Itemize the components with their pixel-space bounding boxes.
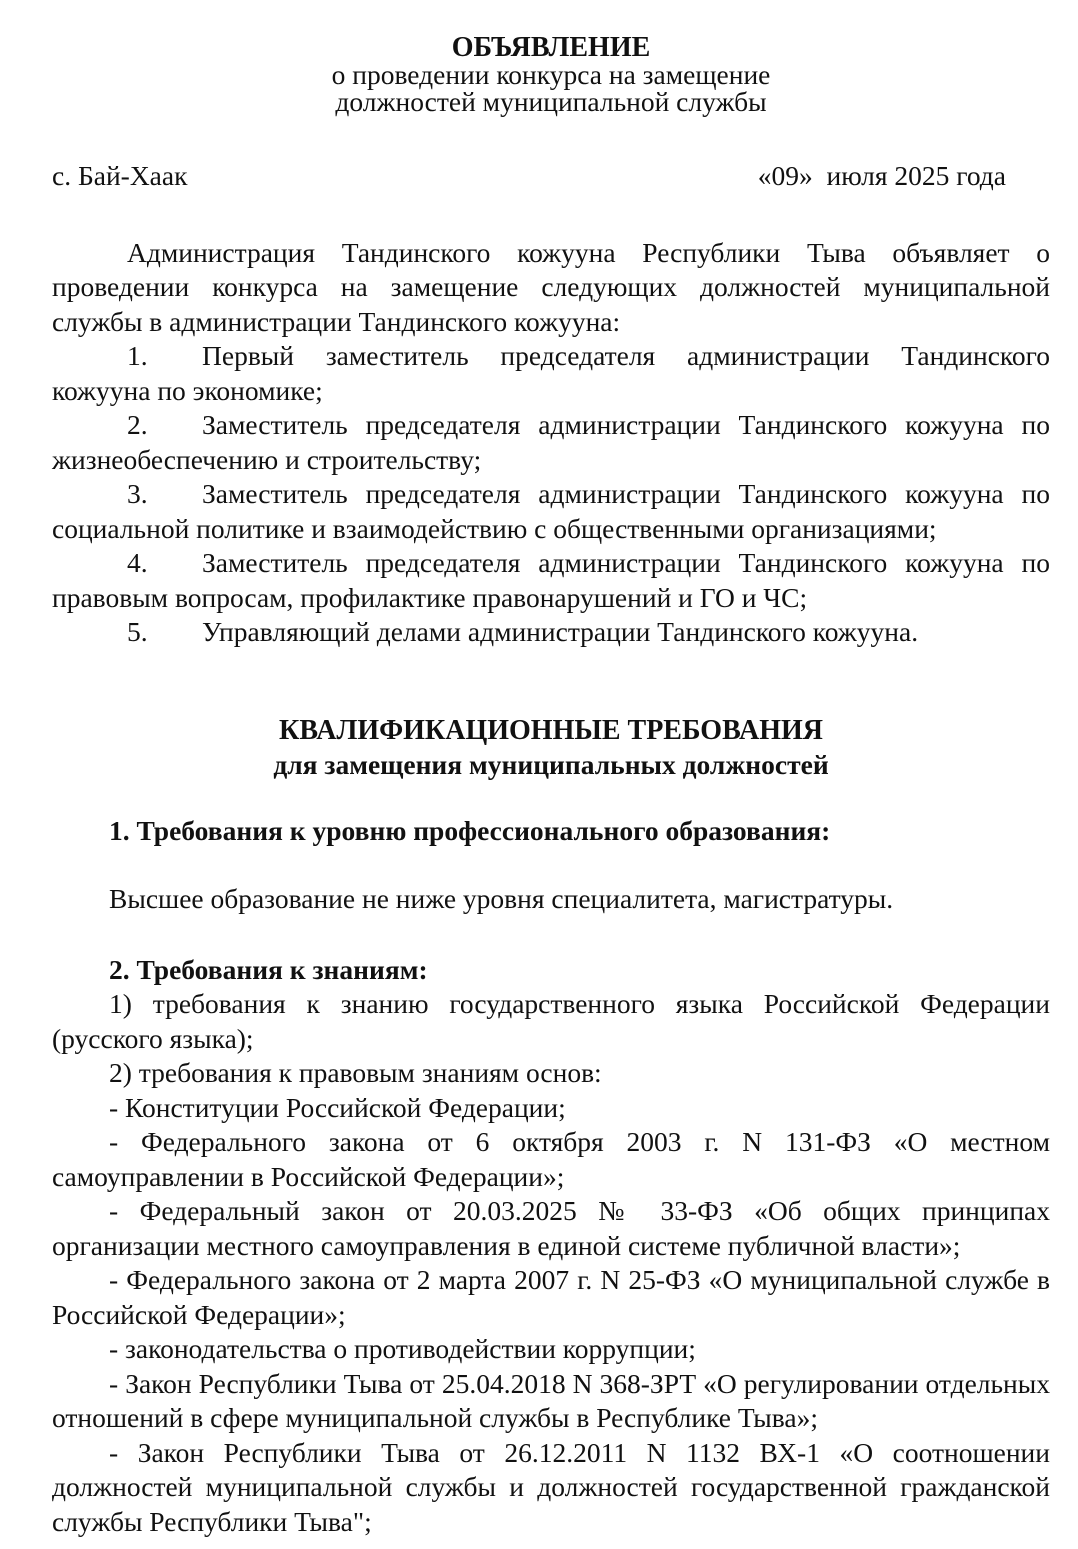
requirement-item: - Федеральный закон от 20.03.2025 № 33-ФЗ «Об общих принципах организации местного самоуправления в единой системе публичной власти»; bbox=[52, 1195, 1050, 1261]
section2-heading: 2. Требования к знаниям: bbox=[109, 953, 428, 985]
list-item-number: 2. bbox=[127, 409, 148, 440]
document-page bbox=[52, 26, 1050, 1539]
requirement-item: - Федерального закона от 6 октября 2003 г. N 131-ФЗ «О местном самоуправлении в Российской Федерации»; bbox=[52, 1126, 1050, 1192]
section2-list bbox=[52, 987, 1050, 1539]
list-item-number: 5. bbox=[127, 616, 148, 647]
section1-heading: 1. Требования к уровню профессионального образования: bbox=[109, 814, 831, 846]
intro-paragraph: Администрация Тандинского кожууна Республики Тыва объявляет о проведении конкурса на замещение следующих должностей муниципальной службы в администрации Тандинского кожууна: bbox=[52, 236, 1050, 337]
qualifications-subtitle: для замещения муниципальных должностей bbox=[273, 748, 829, 780]
list-item-number: 4. bbox=[127, 547, 148, 578]
date-text: «09» июля 2025 года bbox=[757, 160, 1006, 191]
requirement-item: - Закон Республики Тыва от 26.12.2011 N 1132 ВХ-1 «О соотношении должностей муниципальной службы и должностей государственной гражданской службы Республики Тыва"; bbox=[52, 1436, 1050, 1537]
list-item bbox=[52, 615, 1050, 650]
place-text: с. Бай-Хаак bbox=[52, 160, 188, 191]
list-item-number: 3. bbox=[127, 478, 148, 509]
list-item-text: Заместитель председателя администрации Тандинского кожууна по жизнеобеспечению и строительству; bbox=[52, 409, 1050, 475]
list-item bbox=[52, 339, 1050, 408]
list-item-text: Управляющий делами администрации Тандинского кожууна. bbox=[202, 616, 919, 647]
list-item-text: Заместитель председателя администрации Тандинского кожууна по правовым вопросам, профилактике правонарушений и ГО и ЧС; bbox=[52, 547, 1050, 613]
requirement-item: 2) требования к правовым знаниям основ: bbox=[109, 1057, 602, 1088]
list-item-text: Заместитель председателя администрации Тандинского кожууна по социальной политике и взаимодействию с общественными организациями; bbox=[52, 478, 1050, 544]
requirement-item: - Федерального закона от 2 марта 2007 г. N 25-ФЗ «О муниципальной службе в Российской Федерации»; bbox=[52, 1264, 1050, 1330]
requirement-item: - Закон Республики Тыва от 25.04.2018 N 368-ЗРТ «О регулировании отдельных отношений в сфере муниципальной службы в Республике Тыва»; bbox=[52, 1367, 1050, 1433]
positions-list bbox=[52, 339, 1050, 650]
requirement-item: - законодательства о противодействии коррупции; bbox=[109, 1333, 696, 1364]
list-item bbox=[52, 477, 1050, 546]
document-subtitle-line1: о проведении конкурса на замещение bbox=[331, 59, 771, 90]
document-title: ОБЪЯВЛЕНИЕ bbox=[451, 32, 651, 63]
list-item-number: 1. bbox=[127, 340, 148, 371]
requirement-item: - Конституции Российской Федерации; bbox=[109, 1091, 566, 1123]
document-subtitle-line2: должностей муниципальной службы bbox=[335, 86, 767, 117]
list-item bbox=[52, 546, 1050, 615]
list-item-text: Первый заместитель председателя администрации Тандинского кожууна по экономике; bbox=[52, 340, 1050, 406]
place-date-row bbox=[52, 159, 1050, 194]
section1-text: Высшее образование не ниже уровня специалитета, магистратуры. bbox=[109, 883, 894, 914]
list-item bbox=[52, 408, 1050, 477]
requirement-item: 1) требования к знанию государственного языка Российской Федерации (русского языка); bbox=[52, 988, 1050, 1054]
qualifications-title: КВАЛИФИКАЦИОННЫЕ ТРЕБОВАНИЯ bbox=[279, 714, 823, 746]
